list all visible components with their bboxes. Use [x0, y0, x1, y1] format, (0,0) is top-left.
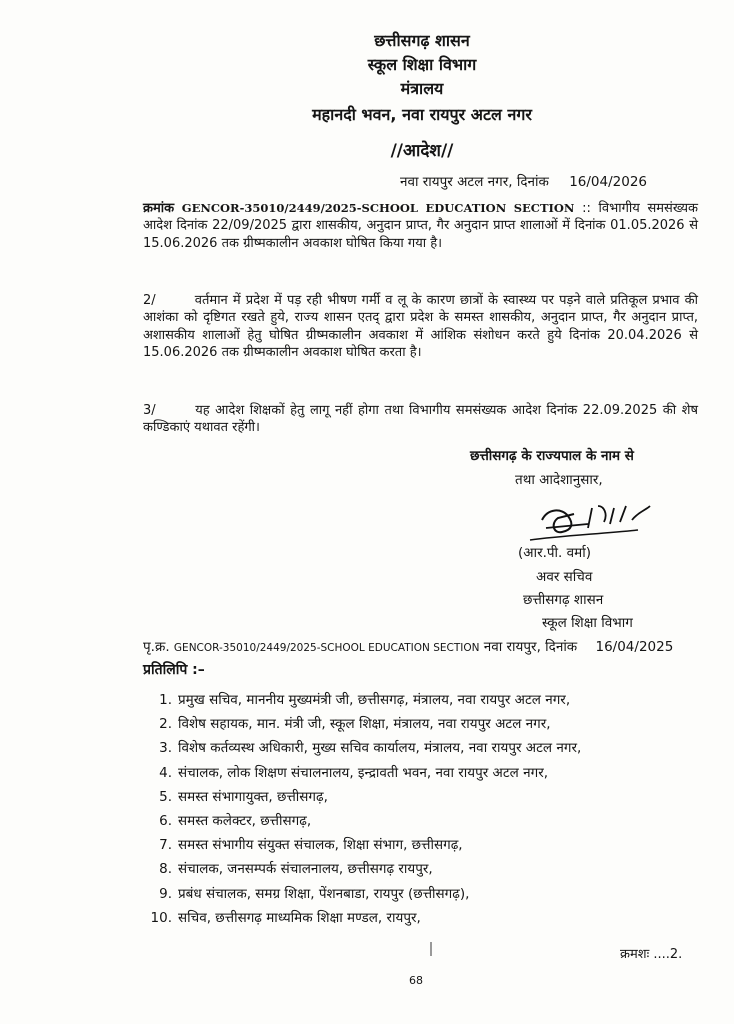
list-item: 10. सचिव, छत्तीसगढ़ माध्यमिक शिक्षा मण्डल, रायपुर,: [150, 909, 421, 926]
handwritten-signature: [528, 494, 658, 546]
order-number-label: क्रमांक: [143, 201, 175, 216]
signatory-org: छत्तीसगढ़ शासन: [523, 592, 604, 608]
list-item: 9. प्रबंध संचालक, समग्र शिक्षा, पेंशनबाडा, रायपुर (छत्तीसगढ़),: [159, 885, 470, 902]
list-item: 7. समस्त संभागीय संयुक्त संचालक, शिक्षा संभाग, छत्तीसगढ़,: [159, 837, 463, 854]
endorsement-reference-number: GENCOR-35010/2449/2025-SCHOOL EDUCATION SECTION: [173, 642, 480, 654]
list-item: 2. विशेष सहायक, मान. मंत्री जी, स्कूल शिक्षा, मंत्रालय, नवा रायपुर अटल नगर,: [159, 716, 551, 733]
list-item: 3. विशेष कर्तव्यस्थ अधिकारी, मुख्य सचिव कार्यालय, मंत्रालय, नवा रायपुर अटल नगर,: [159, 740, 582, 757]
stray-mark: [430, 942, 432, 956]
signatory-name: (आर.पी. वर्मा): [518, 545, 591, 561]
paragraph-1-text: :: विभागीय समसंख्यक आदेश दिनांक 22/09/2025 द्वारा शासकीय, अनुदान प्राप्त, गैर अनुदान प्राप्त शालाओं में दिनांक 01.05.2026 से 15.06.2026 तक ग्रीष्मकालीन अवकाश घोषित किया गया है।: [143, 201, 698, 251]
paragraph-2-text: वर्तमान में प्रदेश में पड़ रही भीषण गर्मी व लू के कारण छात्रों के स्वास्थ्य पर पड़ने वाले प्रतिकूल प्रभाव की आशंका को दृष्टिगत रखते हुये, राज्य शासन एतद् द्वारा प्रदेश के समस्त शासकीय, अनुदान प्राप्त, गैर अनुदान प्राप्त, अशासकीय शालाओं हेतु घोषित ग्रीष्मकालीन अवकाश में आंशिक संशोधन करते हुये दिनांक 20.04.2026 से 15.06.2026 तक ग्रीष्मकालीन अवकाश घोषित करता है।: [143, 293, 698, 360]
list-item: 5. समस्त संभागायुक्त, छत्तीसगढ़,: [159, 788, 328, 805]
paragraph-1: [143, 200, 698, 252]
page-number: 68: [409, 974, 423, 987]
secretariat-name: मंत्रालय: [400, 79, 444, 98]
list-item: 4. संचालक, लोक शिक्षण संचालनालय, इन्द्रावती भवन, नवा रायपुर अटल नगर,: [159, 764, 549, 781]
order-authority-line: तथा आदेशानुसार,: [515, 472, 603, 488]
govt-name: छत्तीसगढ़ शासन: [374, 31, 470, 50]
dateline-date: 16/04/2026: [569, 174, 648, 190]
list-item: 6. समस्त कलेक्टर, छत्तीसगढ़,: [159, 812, 312, 829]
signatory-designation: अवर सचिव: [536, 569, 593, 585]
copy-to-heading: प्रतिलिपि :–: [143, 662, 205, 678]
list-item: 1. प्रमुख सचिव, माननीय मुख्यमंत्री जी, छत्तीसगढ़, मंत्रालय, नवा रायपुर अटल नगर,: [159, 692, 571, 708]
copy-to-list: [148, 688, 581, 930]
governor-authority-line: छत्तीसगढ़ के राज्यपाल के नाम से: [470, 448, 634, 464]
endorsement-place: नवा रायपुर, दिनांक: [483, 639, 578, 655]
paragraph-2-number: 2/: [143, 293, 156, 308]
list-item: 8. संचालक, जनसम्पर्क संचालनालय, छत्तीसगढ़ रायपुर,: [159, 861, 433, 878]
department-name: स्कूल शिक्षा विभाग: [367, 55, 477, 74]
paragraph-3-number: 3/: [143, 403, 156, 418]
order-reference-number: GENCOR-35010/2449/2025-SCHOOL EDUCATION SECTION: [181, 201, 575, 215]
order-title: //आदेश//: [390, 141, 454, 161]
endorsement-line: [143, 637, 673, 655]
order-dateline: [400, 172, 647, 190]
paragraph-3-text: यह आदेश शिक्षकों हेतु लागू नहीं होगा तथा विभागीय समसंख्यक आदेश दिनांक 22.09.2025 की शेष कण्डिकाएं यथावत रहेंगी।: [143, 403, 698, 436]
dateline-place: नवा रायपुर अटल नगर, दिनांक: [400, 174, 549, 190]
paragraph-2: [143, 292, 698, 361]
office-address: महानदी भवन, नवा रायपुर अटल नगर: [312, 105, 532, 124]
paragraph-3: [143, 402, 698, 437]
endorsement-label: पृ.क्र.: [143, 639, 170, 655]
endorsement-date: 16/04/2025: [595, 639, 674, 655]
signatory-department: स्कूल शिक्षा विभाग: [542, 615, 633, 631]
continued-marker: क्रमशः ....2.: [620, 947, 683, 962]
